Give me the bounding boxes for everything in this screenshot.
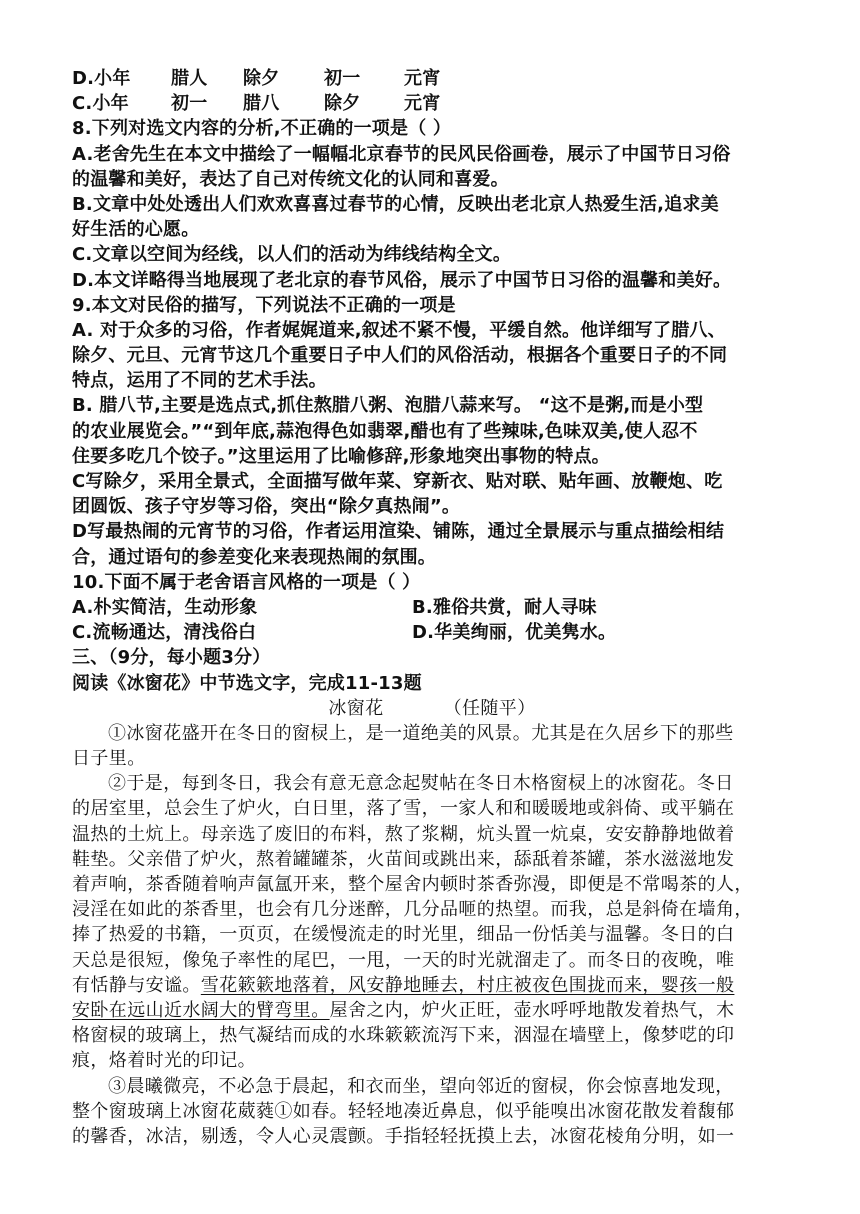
q10-option-b: B.雅俗共赏，耐人寻味: [412, 596, 597, 618]
q9-option-b-line-2: 的农业展览会。”“到年底,蒜泡得色如翡翠,醋也有了些辣味,色味双美,使人忍不: [72, 420, 698, 442]
q10-options-row-2: [72, 620, 792, 645]
passage-p2-line-1: ②于是，每到冬日，我会有意无意念起熨帖在冬日木格窗棂上的冰窗花。冬日: [108, 773, 734, 795]
q8-option-b-line-1: B.文章中处处透出人们欢欢喜喜过春节的心情，反映出老北京人热爱生活,追求美: [72, 193, 719, 215]
q7-d-item-4: 初一: [324, 68, 361, 89]
passage-p2-line-3: 温热的土炕上。母亲选了废旧的布料，熬了浆糊，炕头置一炕桌，安安静静地做着: [72, 823, 735, 845]
passage-p2-line-12: 痕，烙着时光的印记。: [72, 1050, 256, 1072]
underlined-sentence-part-1: 雪花簌簌地落着，风安静地睡去，村庄被夜色围拢而来，婴孩一般: [200, 974, 735, 996]
passage-p2-line-10: [72, 998, 792, 1023]
document-page: [72, 66, 792, 1149]
passage-author: （任随平）: [443, 697, 536, 719]
underlined-sentence-part-2: 安卧在远山近水阔大的臂弯里。: [72, 999, 330, 1021]
q10-stem: 10.下面不属于老舍语言风格的一项是（ ）: [72, 571, 421, 593]
q9-option-b-line-3: 住要多吃几个饺子。”这里运用了比喻修辞,形象地突出事物的特点。: [72, 445, 610, 467]
q9-option-b-line-1: B. 腊八节,主要是选点式,抓住熬腊八粥、泡腊八蒜来写。 “这不是粥,而是小型: [72, 395, 704, 417]
q8-option-a-line-1: A.老舍先生在本文中描绘了一幅幅北京春节的民风民俗画卷，展示了中国节日习俗: [72, 143, 731, 165]
q9-stem: 9.本文对民俗的描写，下列说法不正确的一项是: [72, 294, 456, 316]
passage-p2-rest-text: 屋舍之内，炉火正旺，壶水呼呼地散发着热气，木: [329, 999, 735, 1021]
passage-p2-line-9: [72, 973, 792, 998]
passage-p2-line-6: 浸淫在如此的茶香里，也会有几分迷醉，几分品咂的热望。而我，总是斜倚在墙角，: [72, 899, 753, 921]
q7-option-c: [72, 91, 792, 116]
q7-c-item-1: C.小年: [72, 93, 129, 115]
q8-option-c: C.文章以空间为经线，以人们的活动为纬线结构全文。: [72, 244, 512, 266]
passage-p1-line-1: ①冰窗花盛开在冬日的窗棂上，是一道绝美的风景。尤其是在久居乡下的那些: [108, 722, 734, 744]
q9-option-c-line-2: 团圆饭、孩子守岁等习俗，突出“除夕真热闹”。: [72, 496, 461, 518]
passage-p2-line-11: 格窗棂的玻璃上，热气凝结而成的水珠簌簌流泻下来，洇湿在墙壁上，像梦呓的印: [72, 1025, 735, 1047]
section-3-heading: 三、（9分，每小题3分）: [72, 647, 271, 669]
q8-option-b-line-2: 好生活的心愿。: [72, 219, 200, 241]
q9-option-d-line-1: D写最热闹的元宵节的习俗，作者运用渲染、铺陈，通过全景展示与重点描绘相结: [72, 521, 725, 543]
q8-option-d: D.本文详略得当地展现了老北京的春节风俗，展示了中国节日习俗的温馨和美好。: [72, 269, 732, 291]
q7-c-item-3: 腊八: [243, 93, 280, 115]
passage-p1-line-2: 日子里。: [72, 748, 146, 770]
q7-c-item-5: 元宵: [404, 93, 441, 115]
passage-title: 冰窗花: [328, 697, 384, 719]
passage-p2-line-2: 的居室里，总会生了炉火，白日里，落了雪，一家人和和暖暖地或斜倚、或平躺在: [72, 798, 735, 820]
passage-p2-line-7: 捧了热爱的书籍，一页页，在缓慢流走的时光里，细品一份恬美与温馨。冬日的白: [72, 924, 735, 946]
q9-option-a-line-3: 特点，运用了不同的艺术手法。: [72, 370, 327, 392]
q7-option-d: [72, 66, 792, 91]
passage-p2-text: 有恬静与安谧。: [72, 974, 201, 996]
q10-option-a: A.朴实简洁，生动形象: [72, 596, 258, 618]
q8-stem: 8.下列对选文内容的分析,不正确的一项是（ ）: [72, 118, 452, 140]
q7-c-item-4: 除夕: [324, 93, 361, 115]
q7-c-item-2: 初一: [171, 93, 208, 115]
q7-d-item-5: 元宵: [404, 68, 441, 89]
passage-p2-line-4: 鞋垫。父亲借了炉火，熬着罐罐茶，火苗间或跳出来，舔舐着茶罐，茶水滋滋地发: [72, 848, 735, 870]
passage-p3-line-3: 的馨香，冰洁，剔透，令人心灵震颤。手指轻轻抚摸上去，冰窗花棱角分明，如一: [72, 1125, 735, 1147]
passage-p2-line-8: 天总是很短，像兔子率性的尾巴，一甩，一天的时光就溜走了。而冬日的夜晚，唯: [72, 949, 735, 971]
q9-option-d-line-2: 合，通过语句的参差变化来表现热闹的氛围。: [72, 546, 436, 568]
passage-p3-line-1: ③晨曦微亮，不必急于晨起，和衣而坐，望向邻近的窗棂，你会惊喜地发现，: [108, 1075, 734, 1097]
passage-title-line: [72, 696, 792, 721]
q7-d-item-1: D.小年: [72, 68, 131, 89]
q9-option-a-line-1: A. 对于众多的习俗，作者娓娓道来,叙述不紧不慢，平缓自然。他详细写了腊八、: [72, 319, 726, 341]
q9-option-c-line-1: C写除夕，采用全景式，全面描写做年菜、穿新衣、贴对联、贴年画、放鞭炮、吃: [72, 471, 723, 492]
q7-d-item-2: 腊人: [171, 68, 208, 89]
passage-p3-line-2: 整个窗玻璃上冰窗花葳蕤①如春。轻轻地凑近鼻息，似乎能嗅出冰窗花散发着馥郁: [72, 1100, 735, 1122]
q7-d-item-3: 除夕: [243, 68, 280, 89]
passage-p2-line-5: 着声响，茶香随着响声氤氲开来，整个屋舍内顿时茶香弥漫，即便是不常喝茶的人，: [72, 874, 753, 895]
section-3-instruction: 阅读《冰窗花》中节选文字，完成11-13题: [72, 672, 422, 694]
q9-option-a-line-2: 除夕、元旦、元宵节这几个重要日子中人们的风俗活动，根据各个重要日子的不同: [72, 345, 728, 367]
q8-option-a-line-2: 的温馨和美好，表达了自己对传统文化的认同和喜爱。: [72, 168, 509, 190]
q10-options-row-1: [72, 595, 792, 620]
q10-option-c: C.流畅通达，清浅俗白: [72, 622, 257, 644]
q10-option-d: D.华美绚丽，优美隽水。: [412, 622, 617, 644]
